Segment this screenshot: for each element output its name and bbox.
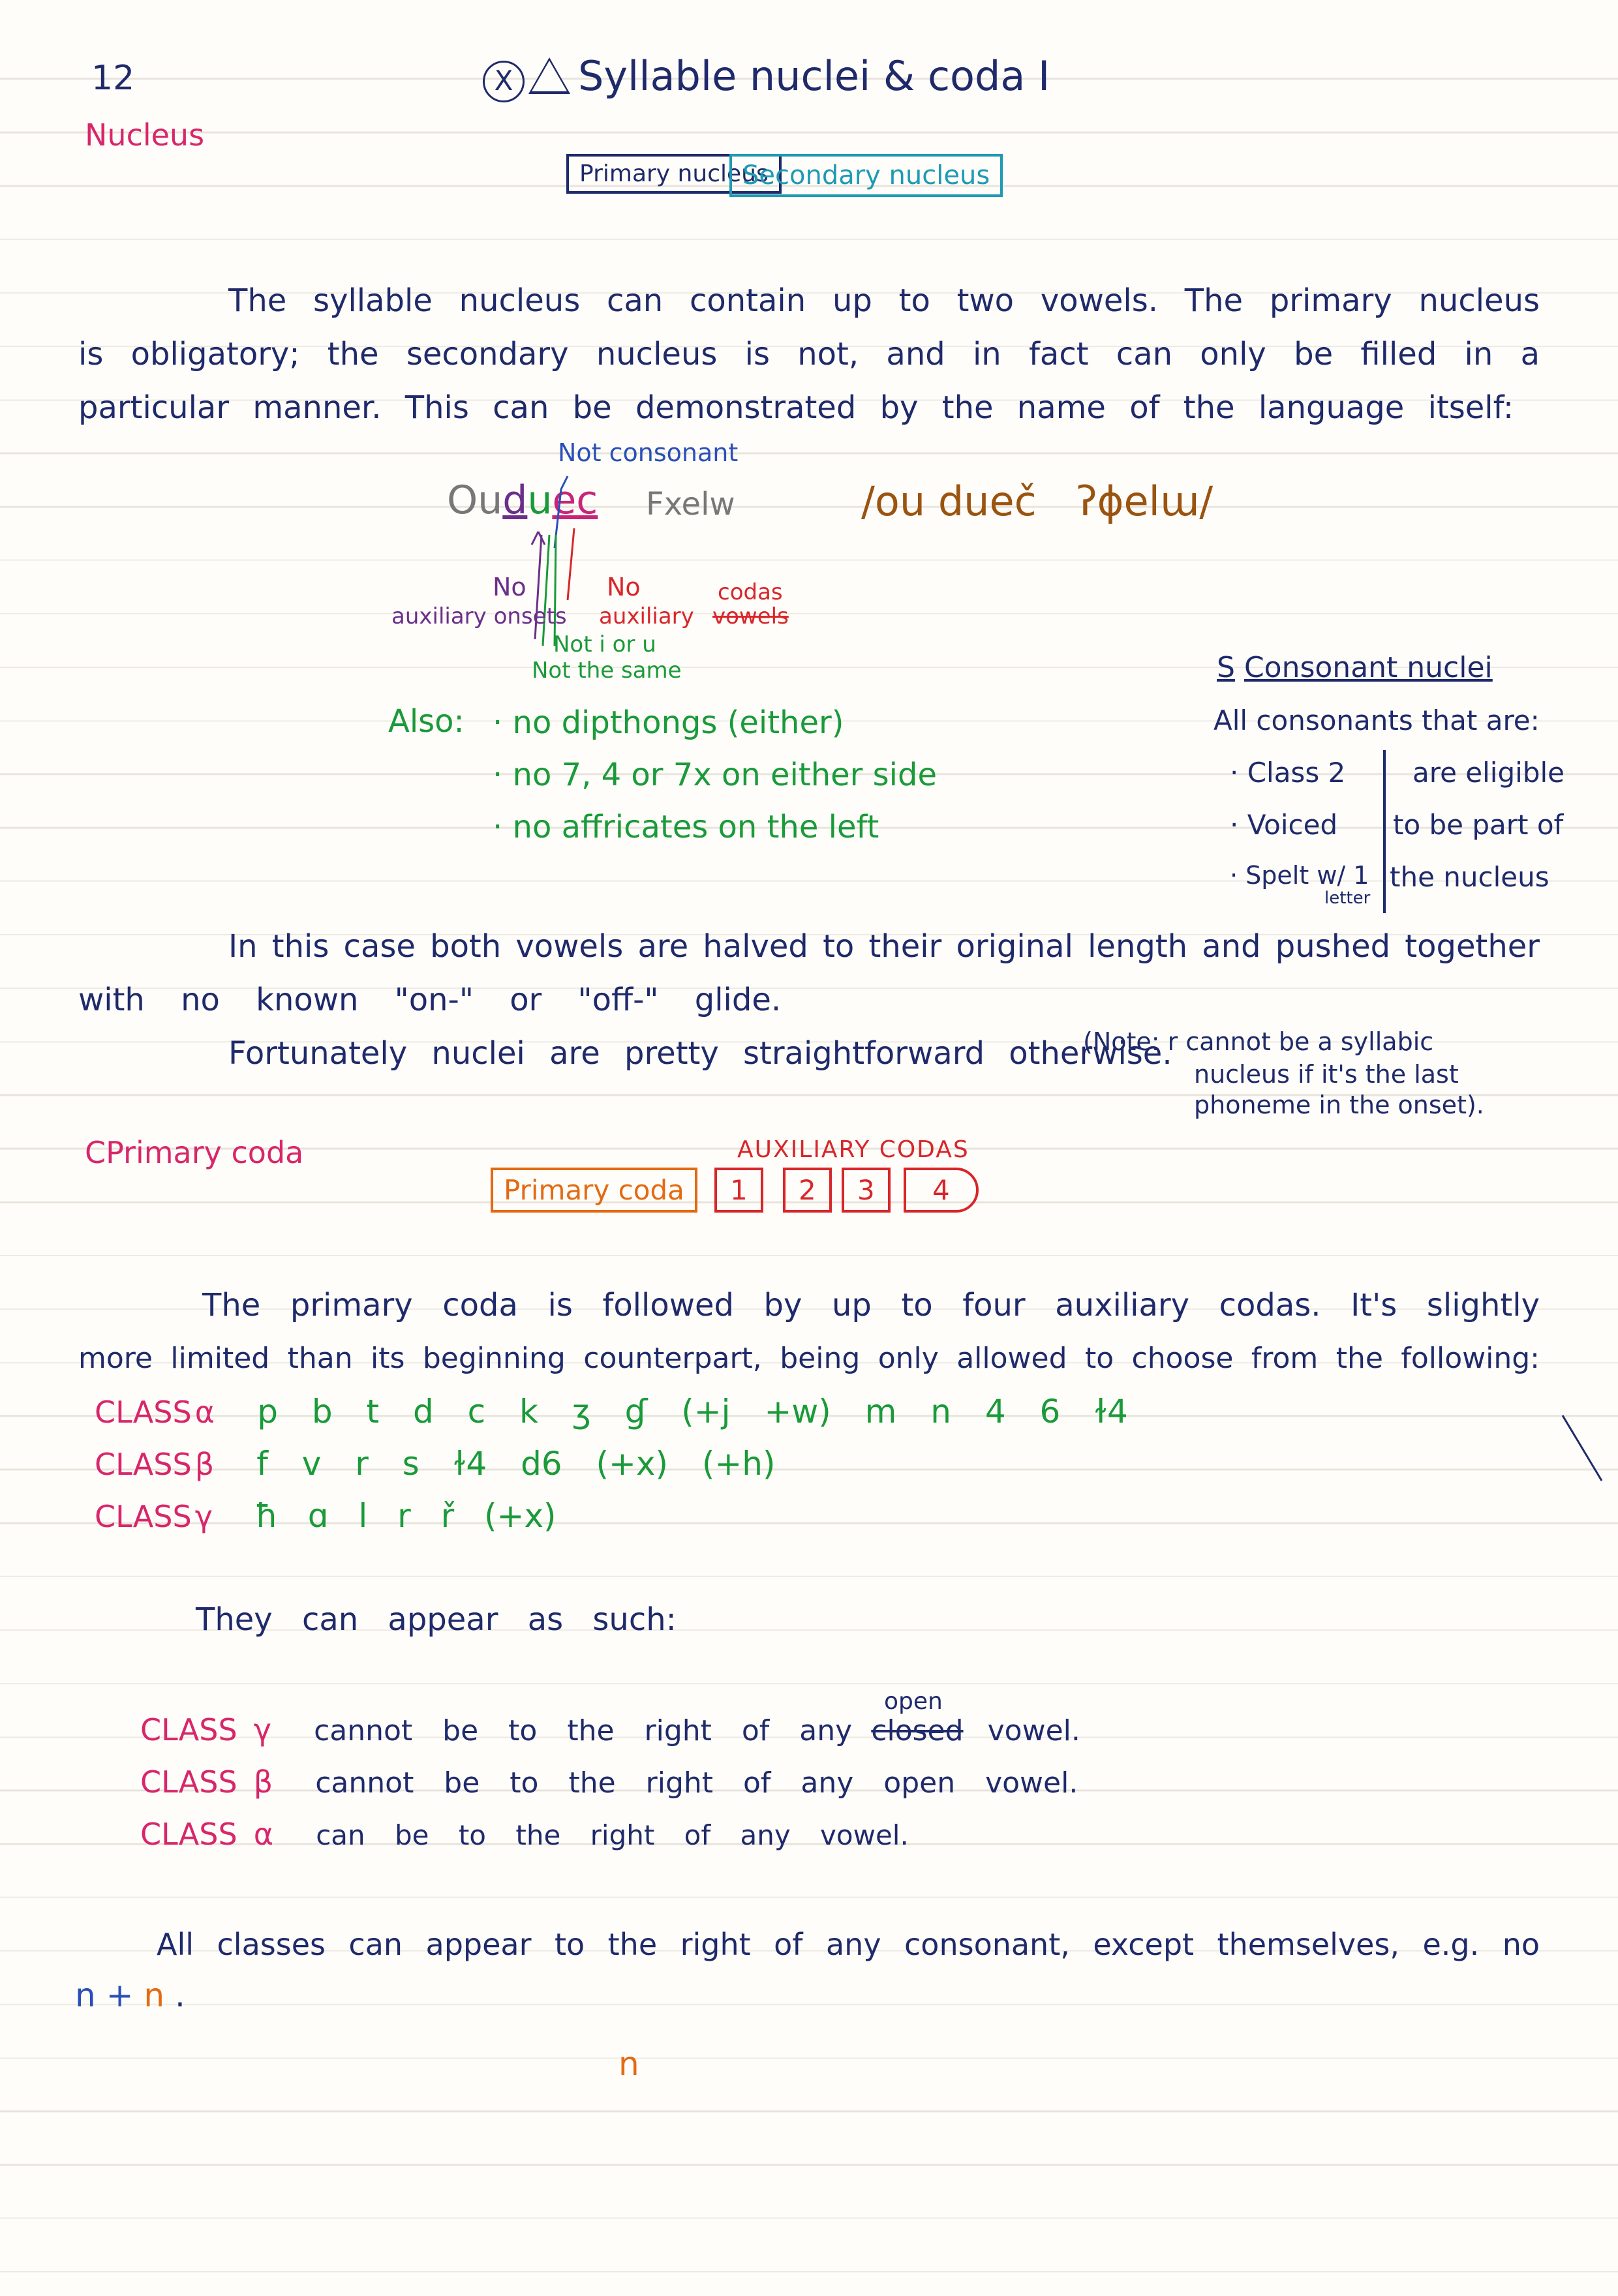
annotation-not-i-or-u: Not i or u [553, 631, 656, 657]
primary-coda-box: Primary coda [491, 1168, 697, 1213]
note-line-1: (Note: r cannot be a syllabic [1083, 1027, 1434, 1056]
rule-alpha-text: can be to the right of any vowel. [316, 1819, 909, 1851]
word-ou: Ou [447, 477, 503, 523]
final-line-1: All classes can appear to the right of any consonant, except themselves, e.g. no [157, 1927, 1540, 1962]
rule-gamma-text: cannot be to the right of any [314, 1714, 853, 1747]
rule-beta-symbol: β [253, 1764, 273, 1800]
paragraph-2-line-1: In this case both vowels are halved to their original length and pushed together [228, 928, 1540, 965]
paragraph-1-line-2: is obligatory; the secondary nucleus is not, and in fact can only be filled in a [78, 336, 1540, 372]
annotation-not-consonant: Not consonant [558, 438, 739, 467]
ipa-part-b: ʔɸelɯ/ [1076, 477, 1214, 525]
consonant-nuclei-title [1217, 651, 1493, 684]
annotation-not-the-same: Not the same [532, 657, 682, 684]
aux-coda-box-1: 1 [714, 1168, 763, 1213]
word-ec: ec [552, 477, 598, 523]
class-gamma-label: CLASS [95, 1499, 192, 1534]
annotation-codas: codas [718, 579, 783, 605]
aux-coda-box-4: 4 [904, 1168, 979, 1213]
page-number: 12 [91, 59, 135, 98]
class-beta-row [95, 1445, 776, 1483]
rule-gamma-above: open [884, 1688, 943, 1715]
annotation-aux-onsets: auxiliary onsets [391, 603, 567, 629]
note-line-3: phoneme in the onset). [1194, 1091, 1484, 1119]
final-n-plus: n + [75, 1976, 134, 2014]
title-text: Syllable nuclei & coda I [578, 52, 1050, 100]
consonant-nuclei-divider [1383, 750, 1386, 913]
paragraph-1-line-1: The syllable nucleus can contain up to two vowels. The primary nucleus [228, 282, 1540, 319]
paragraph-3-line-1: The primary coda is followed by up to four auxiliary codas. It's slightly [202, 1287, 1540, 1323]
class-alpha-glyphs: p b t d c k ʒ ɠ (+j +w) m n 4 6 ɫ4 [257, 1393, 1128, 1430]
rule-beta-text: cannot be to the right of any open vowel. [315, 1766, 1078, 1800]
auxiliary-codas-title: AUXILIARY CODAS [737, 1136, 969, 1163]
class-beta-glyphs: f v r s ɫ4 d6 (+x) (+h) [256, 1445, 776, 1483]
class-gamma-glyphs: ħ ɑ l r ř (+x) [255, 1497, 557, 1535]
paragraph-3 [78, 1278, 1540, 1385]
secondary-nucleus-box: Secondary nucleus [729, 154, 1003, 197]
paragraph-1 [78, 274, 1540, 434]
ipa-part-a: /ou dueč [861, 477, 1037, 525]
annotation-no-2: No [607, 573, 641, 601]
class-alpha-symbol: α [194, 1395, 215, 1430]
rule-gamma-struck: closed [871, 1714, 964, 1747]
paragraph-2 [78, 920, 1540, 1080]
class-beta-label: CLASS [95, 1447, 192, 1482]
side-label-nucleus: Nucleus [85, 117, 205, 153]
consonant-nuclei-bullet-sub: letter [1324, 888, 1371, 908]
consonant-nuclei-intro: All consonants that are: [1214, 704, 1540, 736]
consonant-nuclei-right-2: to be part of [1393, 809, 1564, 841]
final-line-2 [75, 1976, 185, 2014]
rule-beta-row [140, 1764, 1078, 1800]
class-beta-symbol: β [194, 1447, 215, 1482]
also-label: Also: [388, 703, 465, 740]
side-label-primary-coda [85, 1135, 303, 1170]
aux-coda-box-2: 2 [783, 1168, 832, 1213]
note-line-2: nucleus if it's the last [1194, 1060, 1459, 1089]
consonant-nuclei-right-3: the nucleus [1390, 861, 1549, 893]
paragraph-2-line-3: Fortunately nuclei are pretty straightforward otherwise. [228, 1035, 1172, 1072]
rule-alpha-label: CLASS [140, 1817, 237, 1852]
paragraph-final [78, 1918, 1540, 1971]
primary-nucleus-box: Primary nucleus [566, 154, 782, 194]
consonant-nuclei-bullet-2: · Voiced [1230, 809, 1338, 841]
annotation-no-1: No [493, 573, 527, 601]
aux-coda-box-3: 3 [842, 1168, 891, 1213]
appear-text: They can appear as such: [196, 1601, 677, 1638]
final-period: . [175, 1976, 185, 2014]
rule-gamma-tail: vowel. [987, 1714, 1080, 1747]
circle-x-mark: X [483, 61, 525, 102]
also-item-2: · no 7, 4 or 7x on either side [493, 757, 937, 793]
consonant-nuclei-heading: Consonant nuclei [1244, 651, 1493, 684]
rule-alpha-row [140, 1817, 909, 1852]
annotation-vowels: vowels [712, 603, 789, 629]
word-d: d [502, 477, 528, 523]
paragraph-2-line-2: with no known "on-" or "off-" glide. [78, 982, 782, 1018]
example-word-second: Fxelw [646, 486, 735, 522]
also-item-3: · no affricates on the left [493, 809, 879, 845]
also-item-1: · no dipthongs (either) [493, 704, 844, 741]
paragraph-1-line-3: particular manner. This can be demonstrated by the name of the language itself: [78, 389, 1514, 426]
rule-gamma-row [140, 1712, 1080, 1747]
consonant-nuclei-bullet-1: · Class 2 [1230, 757, 1346, 789]
class-alpha-label: CLASS [95, 1395, 192, 1430]
class-gamma-symbol: γ [194, 1499, 213, 1534]
final-under-n: n [618, 2045, 639, 2083]
word-u: u [527, 477, 553, 523]
triangle-mark [528, 57, 570, 94]
rule-gamma-label: CLASS [140, 1712, 237, 1747]
class-gamma-row [95, 1497, 557, 1535]
rule-alpha-symbol: α [253, 1817, 274, 1852]
consonant-nuclei-mark: S [1217, 651, 1235, 684]
page-title [483, 52, 1050, 102]
consonant-nuclei-right-1: are eligible [1412, 757, 1565, 789]
primary-coda-mark: C [85, 1135, 106, 1170]
margin-tick [1556, 1409, 1608, 1487]
annotation-auxiliary: auxiliary [599, 603, 694, 629]
paragraph-3-line-2: more limited than its beginning counterpart, being only allowed to choose from the following: [78, 1342, 1540, 1375]
class-alpha-row [95, 1393, 1128, 1430]
primary-coda-label: Primary coda [106, 1135, 304, 1170]
rule-beta-label: CLASS [140, 1764, 237, 1800]
final-n: n [144, 1976, 165, 2014]
consonant-nuclei-bullet-3: · Spelt w/ 1 [1230, 861, 1369, 890]
rule-gamma-symbol: γ [253, 1712, 271, 1747]
